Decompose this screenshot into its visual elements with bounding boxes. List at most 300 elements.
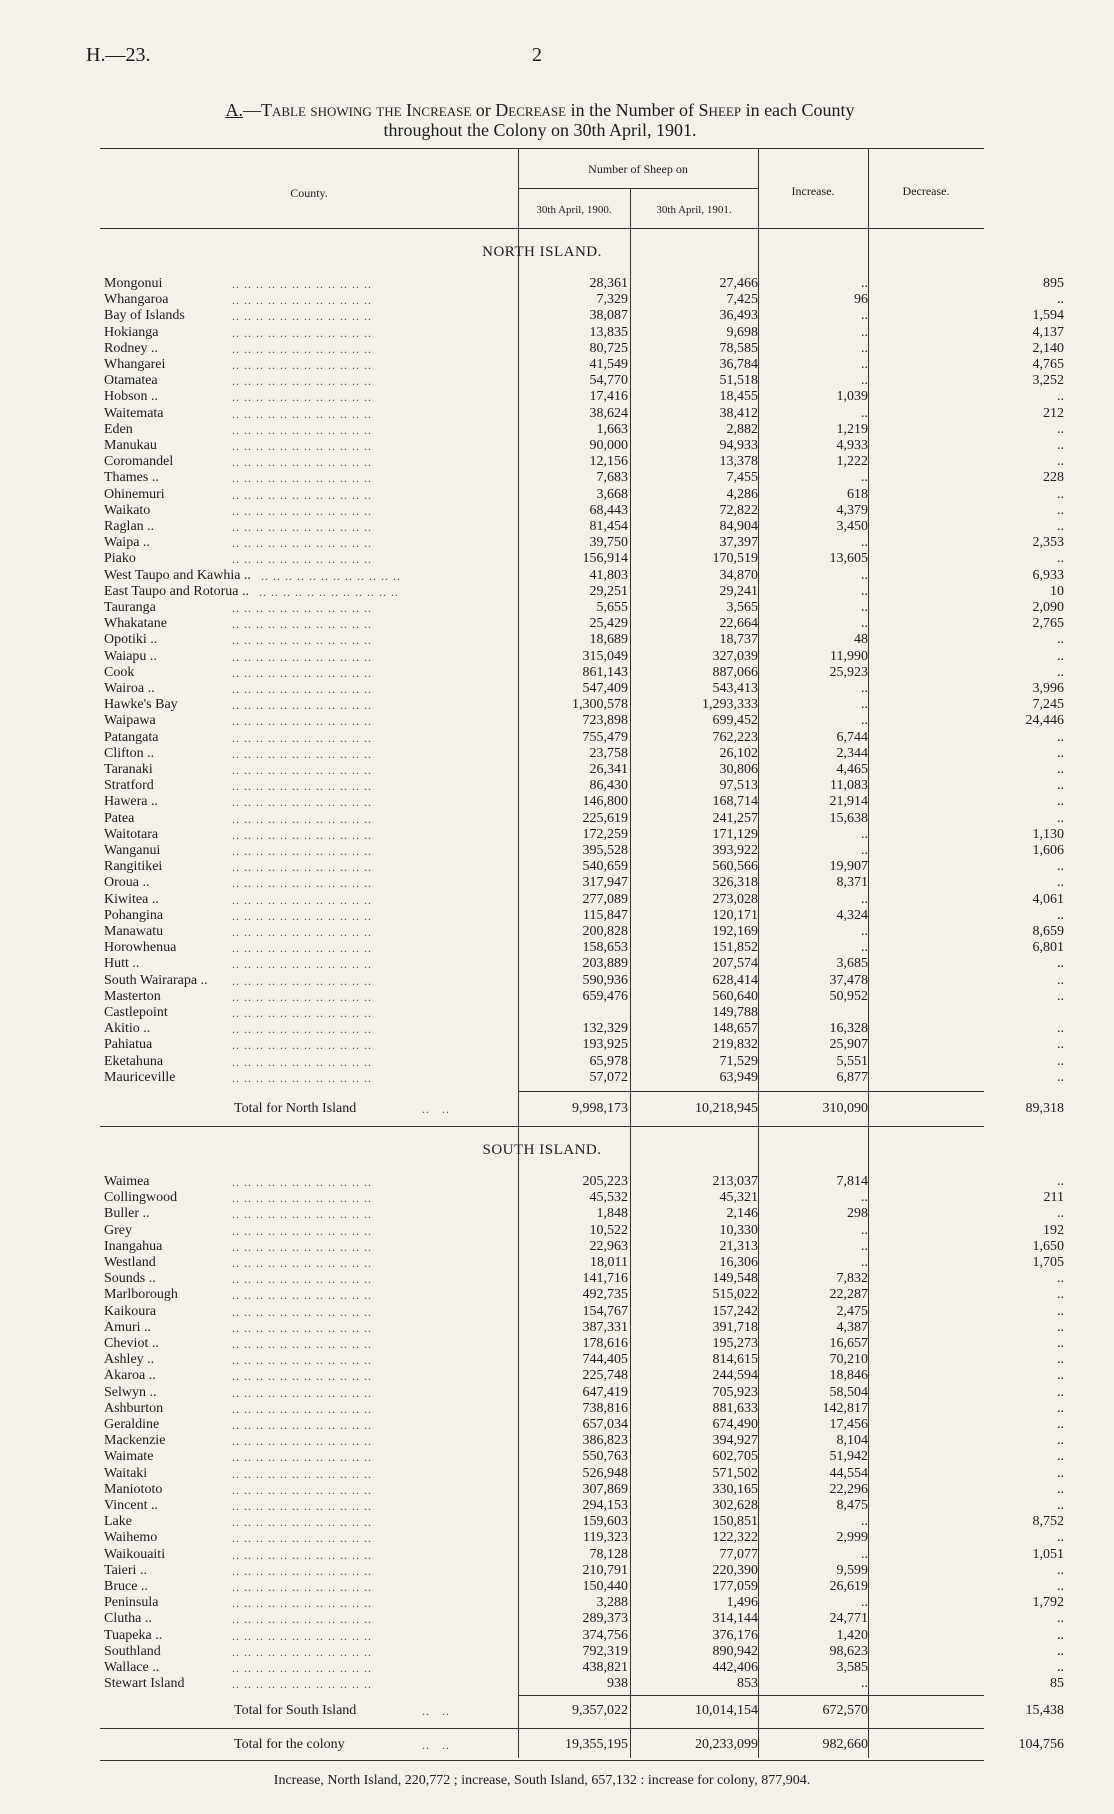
value-increase: 13,605 (829, 551, 868, 567)
county-name: South Wairarapa .. (104, 972, 208, 988)
table-row (100, 1190, 1064, 1206)
county-name: Pohangina (104, 907, 164, 923)
value-1901: 560,640 (712, 988, 758, 1004)
value-1901: 213,037 (712, 1174, 758, 1189)
value-increase: 22,296 (829, 1481, 868, 1497)
value-1901: 171,129 (712, 826, 758, 842)
leader-dots: .. .. .. .. .. .. .. .. .. .. .. .. (232, 941, 372, 956)
value-1900: 7,329 (596, 292, 628, 308)
value-increase: .. (861, 1255, 868, 1270)
leader-dots: .. .. .. .. .. .. .. .. .. .. .. .. (232, 1434, 372, 1449)
value-increase: .. (861, 843, 868, 858)
table-row (100, 535, 1064, 551)
value-1901: 9,698 (726, 324, 758, 340)
county-name: Inangahua (104, 1238, 163, 1254)
colony-total-row (100, 1736, 1064, 1754)
leader-dots: .. .. .. .. .. .. .. .. .. .. .. .. (232, 277, 372, 291)
value-1900: 317,947 (582, 875, 628, 891)
value-increase: .. (861, 924, 868, 939)
value-increase: .. (861, 1514, 868, 1530)
county-name: Taieri .. (104, 1562, 147, 1578)
column-number-group: Number of Sheep on (588, 162, 688, 176)
value-decrease: .. (1057, 988, 1064, 1004)
value-decrease: 1,650 (1032, 1238, 1064, 1254)
value-increase: .. (861, 713, 868, 729)
title-word-decrease: Decrease (495, 100, 567, 120)
value-increase: 16,657 (829, 1336, 868, 1351)
table-row (100, 600, 1064, 616)
value-1900: 193,925 (582, 1037, 628, 1053)
value-1901: 887,066 (712, 664, 758, 680)
value-decrease: .. (1057, 1319, 1064, 1335)
table-row (100, 324, 1064, 341)
value-1901: 391,718 (712, 1319, 758, 1335)
south-total-decrease: 15,438 (1025, 1703, 1064, 1718)
value-increase: 4,465 (836, 762, 868, 777)
county-name: Whangarei (104, 357, 166, 372)
value-1901: 51,518 (719, 373, 758, 389)
south-total-1901: 10,014,154 (695, 1703, 758, 1718)
value-1900: 65,978 (589, 1053, 628, 1069)
header-top-rule (100, 148, 984, 149)
value-1901: 699,452 (712, 713, 758, 729)
county-name: East Taupo and Rotorua .. (104, 583, 249, 599)
value-increase: 48 (854, 632, 868, 648)
value-decrease: .. (1057, 438, 1064, 453)
table-row (100, 1579, 1064, 1595)
value-1900: 26,341 (589, 762, 628, 777)
value-decrease: .. (1057, 1481, 1064, 1497)
table-row (100, 940, 1064, 956)
value-1901: 195,273 (712, 1336, 758, 1351)
leader-dots: .. .. .. .. .. .. .. .. .. .. .. .. (232, 698, 372, 713)
value-decrease: 10 (1050, 583, 1064, 599)
leader-dots: .. .. .. .. .. .. .. .. .. .. .. .. (232, 617, 372, 632)
value-decrease: .. (1057, 1069, 1064, 1085)
table-row (100, 794, 1064, 810)
county-name: Clutha .. (104, 1611, 152, 1627)
value-increase: 70,210 (829, 1352, 868, 1368)
table-row (100, 843, 1064, 859)
north-total-dots: .. .. (422, 1102, 450, 1116)
county-name: Geraldine (104, 1417, 160, 1432)
leader-dots: .. .. .. .. .. .. .. .. .. .. .. .. (232, 487, 372, 502)
value-1900: 315,049 (582, 648, 628, 664)
value-1901: 394,927 (712, 1433, 758, 1449)
value-decrease: .. (1057, 664, 1064, 680)
county-name: Horowhenua (104, 940, 177, 956)
north-total-1901: 10,218,945 (695, 1101, 758, 1116)
value-decrease: 8,752 (1032, 1514, 1064, 1530)
value-1900: 45,532 (589, 1190, 628, 1206)
county-name: Tauranga (104, 600, 156, 615)
value-1901: 34,870 (719, 567, 758, 583)
table-row (100, 1174, 1064, 1190)
value-decrease: .. (1057, 1368, 1064, 1384)
leader-dots: .. .. .. .. .. .. .. .. .. .. .. .. (232, 925, 372, 939)
value-1900: 289,373 (582, 1611, 628, 1627)
leader-dots: .. .. .. .. .. .. .. .. .. .. .. .. (232, 601, 372, 615)
leader-dots: .. .. .. .. .. .. .. .. .. .. .. .. (232, 1580, 372, 1594)
value-1901: 150,851 (712, 1514, 758, 1530)
column-decrease: Decrease. (902, 184, 950, 198)
value-1901: 26,102 (719, 745, 758, 761)
value-increase: .. (861, 324, 868, 340)
county-name: Clifton .. (104, 745, 155, 761)
county-name: Waitotara (104, 826, 159, 842)
leader-dots: .. .. .. .. .. .. .. .. .. .. .. .. (232, 341, 372, 356)
value-decrease: .. (1057, 1352, 1064, 1368)
value-1900: 647,419 (582, 1384, 628, 1400)
table-row (100, 891, 1064, 908)
value-1901: 602,705 (712, 1449, 758, 1465)
value-1901: 30,806 (719, 762, 758, 777)
value-increase: 4,324 (836, 907, 868, 923)
value-1900: 590,936 (582, 972, 628, 988)
leader-dots: .. .. .. .. .. .. .. .. .. .. .. .. (232, 844, 372, 858)
table-row (100, 778, 1064, 794)
value-1900: 86,430 (589, 778, 628, 794)
value-1901: 207,574 (712, 956, 758, 972)
county-name: Waiapu .. (104, 648, 157, 664)
value-increase: 3,585 (836, 1660, 868, 1675)
value-1901: 7,425 (726, 292, 758, 308)
county-name: Coromandel (104, 454, 174, 470)
county-name: Maniototo (104, 1481, 163, 1497)
leader-dots: .. .. .. .. .. .. .. .. .. .. .. .. (232, 536, 372, 551)
value-1900: 146,800 (582, 794, 628, 810)
county-name: Cheviot .. (104, 1336, 159, 1351)
county-name: Bruce .. (104, 1579, 148, 1594)
value-increase: 1,039 (836, 389, 868, 405)
value-increase: 8,104 (836, 1433, 868, 1449)
title-line-2: throughout the Colony on 30th April, 1901. (383, 120, 697, 140)
table-row (100, 1514, 1064, 1530)
table-row (100, 875, 1064, 891)
value-decrease: .. (1057, 956, 1064, 972)
value-increase: 44,554 (829, 1465, 868, 1481)
header-divider-1 (518, 148, 519, 228)
value-1901: 273,028 (712, 891, 758, 907)
table-row (100, 1417, 1064, 1433)
value-decrease: 1,130 (1032, 826, 1064, 842)
value-1900: 158,653 (582, 940, 628, 956)
table-row (100, 1627, 1064, 1644)
value-increase: .. (861, 826, 868, 842)
table-row (100, 1433, 1064, 1449)
value-decrease: .. (1057, 810, 1064, 826)
county-name: Eketahuna (104, 1053, 164, 1069)
leader-dots: .. .. .. .. .. .. .. .. .. .. .. .. (232, 1256, 372, 1270)
value-decrease: .. (1057, 778, 1064, 794)
value-increase: .. (861, 276, 868, 291)
value-increase: .. (861, 697, 868, 713)
value-1900: 938 (607, 1676, 628, 1692)
value-1900: 90,000 (589, 438, 628, 453)
value-decrease: .. (1057, 1037, 1064, 1053)
title-line-1 (100, 100, 980, 120)
value-1900: 150,440 (582, 1579, 628, 1594)
value-increase: 11,990 (830, 648, 868, 664)
colony-total-label: Total for the colony (234, 1737, 345, 1752)
value-1901: 36,784 (719, 357, 758, 372)
leader-dots: .. .. .. .. .. .. .. .. .. .. .. .. (232, 1450, 372, 1465)
colony-total-1901: 20,233,099 (695, 1737, 758, 1752)
table-row (100, 1530, 1064, 1546)
table-row (100, 519, 1064, 535)
table-row (100, 1643, 1064, 1660)
value-1901: 571,502 (712, 1465, 758, 1481)
county-name: Patangata (104, 729, 159, 745)
table-row (100, 1005, 984, 1021)
value-1900: 723,898 (582, 713, 628, 729)
table-row (100, 389, 1064, 405)
value-1901: 149,548 (712, 1271, 758, 1287)
value-1900: 54,770 (589, 373, 628, 389)
table-row (100, 502, 1064, 519)
table-title (100, 100, 980, 140)
colony-total-decrease: 104,756 (1018, 1737, 1064, 1752)
value-1900: 395,528 (582, 843, 628, 858)
value-decrease: .. (1057, 859, 1064, 875)
county-name: Akaroa .. (104, 1368, 156, 1384)
leader-dots: .. .. .. .. .. .. .. .. .. .. .. .. (232, 1482, 372, 1497)
value-decrease: .. (1057, 1627, 1064, 1643)
table-row (100, 567, 1064, 584)
county-name: Wallace .. (104, 1660, 160, 1675)
value-1900: 41,803 (589, 567, 628, 583)
leader-dots: .. .. .. .. .. .. .. .. .. .. .. .. (232, 552, 372, 567)
value-decrease: .. (1057, 551, 1064, 567)
leader-dots: .. .. .. .. .. .. .. .. .. .. .. .. (232, 633, 372, 648)
leader-dots: .. .. .. .. .. .. .. .. .. .. .. .. (232, 682, 372, 696)
title-part-b: in the Number of (566, 100, 699, 120)
value-decrease: .. (1057, 1271, 1064, 1287)
value-increase: 2,999 (836, 1530, 868, 1546)
table-row (100, 1336, 1064, 1352)
value-decrease: .. (1057, 762, 1064, 777)
value-decrease: 2,090 (1032, 600, 1064, 615)
county-name: Hawke's Bay (104, 697, 178, 713)
county-name: Waimea (104, 1174, 150, 1189)
value-decrease: .. (1057, 389, 1064, 405)
leader-dots: .. .. .. .. .. .. .. .. .. .. .. .. (232, 973, 372, 988)
value-increase: 21,914 (829, 794, 868, 810)
county-name: Tuapeka .. (104, 1627, 163, 1643)
county-name: Collingwood (104, 1190, 178, 1206)
value-1900: 861,143 (582, 664, 628, 680)
column-increase: Increase. (791, 184, 835, 198)
north-total-top-rule (518, 1091, 984, 1092)
table-row (100, 924, 1064, 940)
value-1901: 120,171 (712, 907, 758, 923)
leader-dots: .. .. .. .. .. .. .. .. .. .. .. .. (259, 584, 399, 599)
table-row (100, 1222, 1064, 1239)
leader-dots: .. .. .. .. .. .. .. .. .. .. .. .. (232, 1054, 372, 1069)
county-name: Stratford (104, 778, 154, 794)
leader-dots: .. .. .. .. .. .. .. .. .. .. .. .. (232, 439, 372, 453)
colony-total-increase: 982,660 (822, 1737, 868, 1752)
leader-dots: .. .. .. .. .. .. .. .. .. .. .. .. (232, 374, 372, 389)
value-1900: 28,361 (589, 276, 628, 291)
value-1900: 294,153 (582, 1498, 628, 1513)
value-1901: 327,039 (712, 648, 758, 664)
value-increase: 16,328 (829, 1021, 868, 1037)
leader-dots: .. .. .. .. .. .. .. .. .. .. .. .. (232, 876, 372, 891)
county-name: Ashley .. (104, 1352, 155, 1368)
value-decrease: .. (1057, 1174, 1064, 1189)
county-name: Ashburton (104, 1400, 164, 1416)
value-decrease: .. (1057, 1660, 1064, 1675)
value-1900: 3,668 (596, 486, 628, 502)
value-increase: .. (861, 308, 868, 324)
leader-dots: .. .. .. .. .. .. .. .. .. .. .. .. (232, 1385, 372, 1400)
value-decrease: .. (1057, 1611, 1064, 1627)
value-increase: 142,817 (822, 1400, 868, 1416)
value-1900: 792,319 (582, 1643, 628, 1659)
value-increase: 1,222 (836, 454, 868, 470)
value-increase: 3,450 (836, 519, 868, 534)
county-name: Whangaroa (104, 292, 169, 308)
value-1900: 22,963 (589, 1238, 628, 1254)
title-letter: A. (225, 100, 243, 120)
leader-dots: .. .. .. .. .. .. .. .. .. .. .. .. (232, 1563, 372, 1578)
county-name: Otamatea (104, 373, 158, 389)
county-name: Kiwitea .. (104, 891, 159, 907)
value-1901: 10,330 (719, 1222, 758, 1238)
value-increase: 2,344 (836, 745, 868, 761)
value-1901: 94,933 (719, 438, 758, 453)
value-decrease: .. (1057, 1206, 1064, 1222)
value-increase: 2,475 (836, 1303, 868, 1319)
county-name: Piako (104, 551, 136, 567)
value-increase: 15,638 (829, 810, 868, 826)
value-decrease: 1,792 (1032, 1595, 1064, 1611)
leader-dots: .. .. .. .. .. .. .. .. .. .. .. .. (232, 1677, 372, 1692)
value-1900: 659,476 (582, 988, 628, 1004)
value-1901: 151,852 (712, 940, 758, 956)
value-1900: 225,748 (582, 1368, 628, 1384)
value-increase: .. (861, 681, 868, 696)
county-name: Bay of Islands (104, 308, 185, 324)
table-row (100, 762, 1064, 778)
value-1900: 119,323 (583, 1530, 628, 1546)
value-decrease: .. (1057, 1021, 1064, 1037)
county-name: Wanganui (104, 843, 161, 858)
value-decrease: 3,996 (1032, 681, 1064, 696)
county-name: Castlepoint (104, 1005, 168, 1020)
value-decrease: .. (1057, 1384, 1064, 1400)
leader-dots: .. .. .. .. .. .. .. .. .. .. .. .. (232, 649, 372, 664)
north-total-label: Total for North Island (234, 1101, 357, 1116)
value-increase: 7,814 (836, 1174, 868, 1189)
value-1900: 12,156 (589, 454, 628, 470)
value-1901: 560,566 (712, 859, 758, 875)
south-total-bottom-rule (100, 1728, 984, 1729)
county-name: Masterton (104, 988, 161, 1004)
value-1901: 881,633 (712, 1400, 758, 1416)
leader-dots: .. .. .. .. .. .. .. .. .. .. .. .. (232, 779, 372, 794)
value-1900: 1,663 (596, 421, 628, 437)
north-total-decrease: 89,318 (1025, 1101, 1064, 1116)
title-word-sheep: Sheep (698, 100, 742, 120)
value-decrease: .. (1057, 648, 1064, 664)
value-increase: .. (861, 600, 868, 615)
table-row (100, 1481, 1064, 1498)
value-1900: 3,288 (596, 1595, 628, 1611)
value-increase: 4,387 (836, 1319, 868, 1335)
table-row (100, 729, 1064, 746)
table-row (100, 1400, 1064, 1417)
value-1901: 170,519 (712, 551, 758, 567)
value-1901: 543,413 (712, 681, 758, 696)
leader-dots: .. .. .. .. .. .. .. .. .. .. .. .. (232, 358, 372, 372)
value-1900: 18,689 (589, 632, 628, 648)
table-row (100, 1319, 1064, 1336)
county-name: Akitio .. (104, 1021, 151, 1037)
table-row (100, 1465, 1064, 1482)
leader-dots: .. .. .. .. .. .. .. .. .. .. .. .. (232, 520, 372, 534)
leader-dots: .. .. .. .. .. .. .. .. .. .. .. .. (232, 1239, 372, 1254)
leader-dots: .. .. .. .. .. .. .. .. .. .. .. .. (232, 665, 372, 680)
table-row (100, 292, 1064, 308)
leader-dots: .. .. .. .. .. .. .. .. .. .. .. .. (232, 309, 372, 324)
leader-dots: .. .. .. .. .. .. .. .. .. .. .. .. (232, 1466, 372, 1481)
county-name: Cook (104, 664, 135, 680)
table-row (100, 357, 1064, 373)
value-decrease: 85 (1050, 1676, 1064, 1692)
value-1901: 122,322 (712, 1530, 758, 1546)
value-1900: 17,416 (589, 389, 628, 405)
table-row (100, 454, 1064, 470)
leader-dots: .. .. .. .. .. .. .. .. .. .. .. .. (232, 714, 372, 729)
value-1900: 5,655 (596, 600, 628, 615)
value-decrease: .. (1057, 1417, 1064, 1432)
leader-dots: .. .. .. .. .. .. .. .. .. .. .. .. (232, 1353, 372, 1368)
value-1901: 37,397 (719, 535, 758, 551)
north-total-row (100, 1100, 1064, 1118)
table-row (100, 1660, 1064, 1676)
leader-dots: .. .. .. .. .. .. .. .. .. .. .. .. (232, 1401, 372, 1416)
value-increase: .. (861, 1190, 868, 1206)
value-increase: 24,771 (829, 1611, 868, 1627)
value-1900: 225,619 (582, 810, 628, 826)
value-1901: 814,615 (712, 1352, 758, 1368)
value-increase: 17,456 (829, 1417, 868, 1432)
value-1901: 326,318 (712, 875, 758, 891)
leader-dots: .. .. .. .. .. .. .. .. .. .. .. .. (232, 1191, 372, 1206)
value-increase: .. (861, 583, 868, 599)
value-1900: 68,443 (589, 502, 628, 518)
value-1900: 13,835 (589, 324, 628, 340)
value-1901: 1,293,333 (702, 697, 758, 713)
value-decrease: 6,801 (1032, 940, 1064, 956)
table-row (100, 438, 1064, 454)
county-name: Peninsula (104, 1595, 159, 1611)
county-name: Manawatu (104, 924, 164, 939)
column-1900: 30th April, 1900. (536, 204, 612, 216)
value-decrease: .. (1057, 1579, 1064, 1594)
value-1900: 10,522 (589, 1222, 628, 1238)
value-increase: 50,952 (829, 988, 868, 1004)
leader-dots: .. .. .. .. .. .. .. .. .. .. .. .. (232, 503, 372, 518)
value-1900: 18,011 (590, 1255, 628, 1270)
value-increase: 19,907 (829, 859, 868, 875)
value-increase: 22,287 (829, 1287, 868, 1303)
value-1900: 526,948 (582, 1465, 628, 1481)
leader-dots: .. .. .. .. .. .. .. .. .. .. .. .. (232, 325, 372, 340)
value-decrease: .. (1057, 1433, 1064, 1449)
